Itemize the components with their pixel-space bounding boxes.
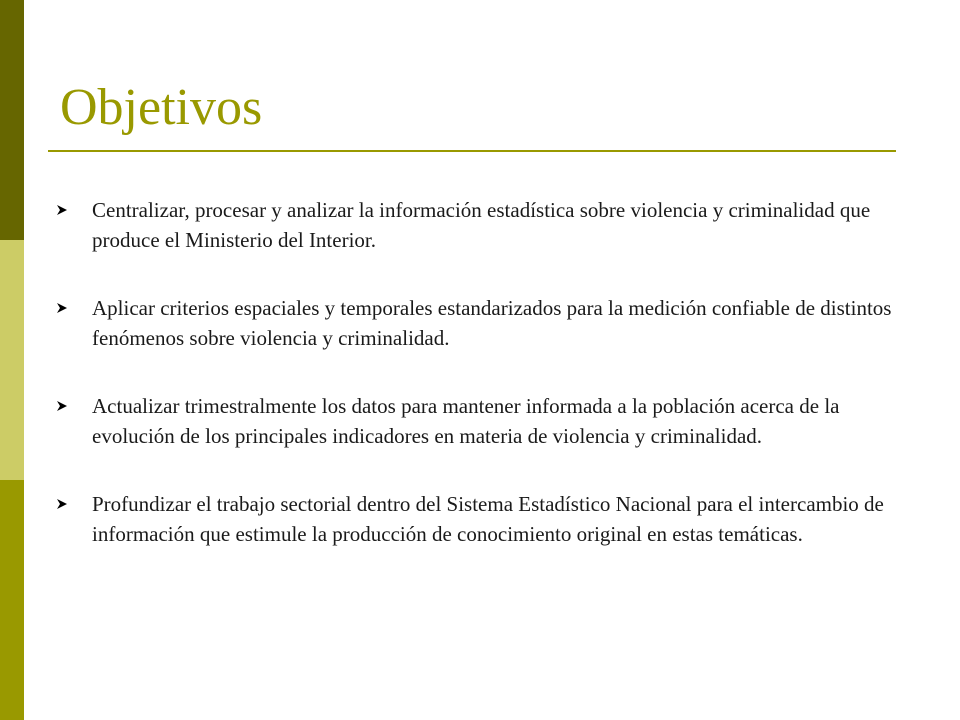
bullet-item	[56, 489, 906, 549]
arrow-bullet-icon	[56, 498, 68, 510]
bullet-text: Aplicar criterios espaciales y temporales estandarizados para la medición confiable de distintos fenómenos sobre violencia y criminalidad.	[92, 296, 892, 350]
arrow-bullet-icon	[56, 204, 68, 216]
bullet-item	[56, 391, 906, 451]
side-bar-top	[0, 0, 24, 240]
bullet-text: Actualizar trimestralmente los datos para mantener informada a la población acerca de la evolución de los principales indicadores en materia de violencia y criminalidad.	[92, 394, 840, 448]
bullet-list	[56, 195, 906, 549]
side-bar-middle	[0, 240, 24, 480]
arrow-bullet-icon	[56, 400, 68, 412]
bullet-text: Profundizar el trabajo sectorial dentro del Sistema Estadístico Nacional para el intercambio de información que estimule la producción de conocimiento original en estas temáticas.	[92, 492, 884, 546]
bullet-item	[56, 195, 906, 255]
side-bar-bottom	[0, 480, 24, 720]
slide-title: Objetivos	[60, 79, 263, 136]
bullet-text: Centralizar, procesar y analizar la información estadística sobre violencia y criminalidad que produce el Ministerio del Interior.	[92, 198, 871, 252]
bullet-item	[56, 293, 906, 353]
arrow-bullet-icon	[56, 302, 68, 314]
title-underline	[48, 150, 896, 152]
